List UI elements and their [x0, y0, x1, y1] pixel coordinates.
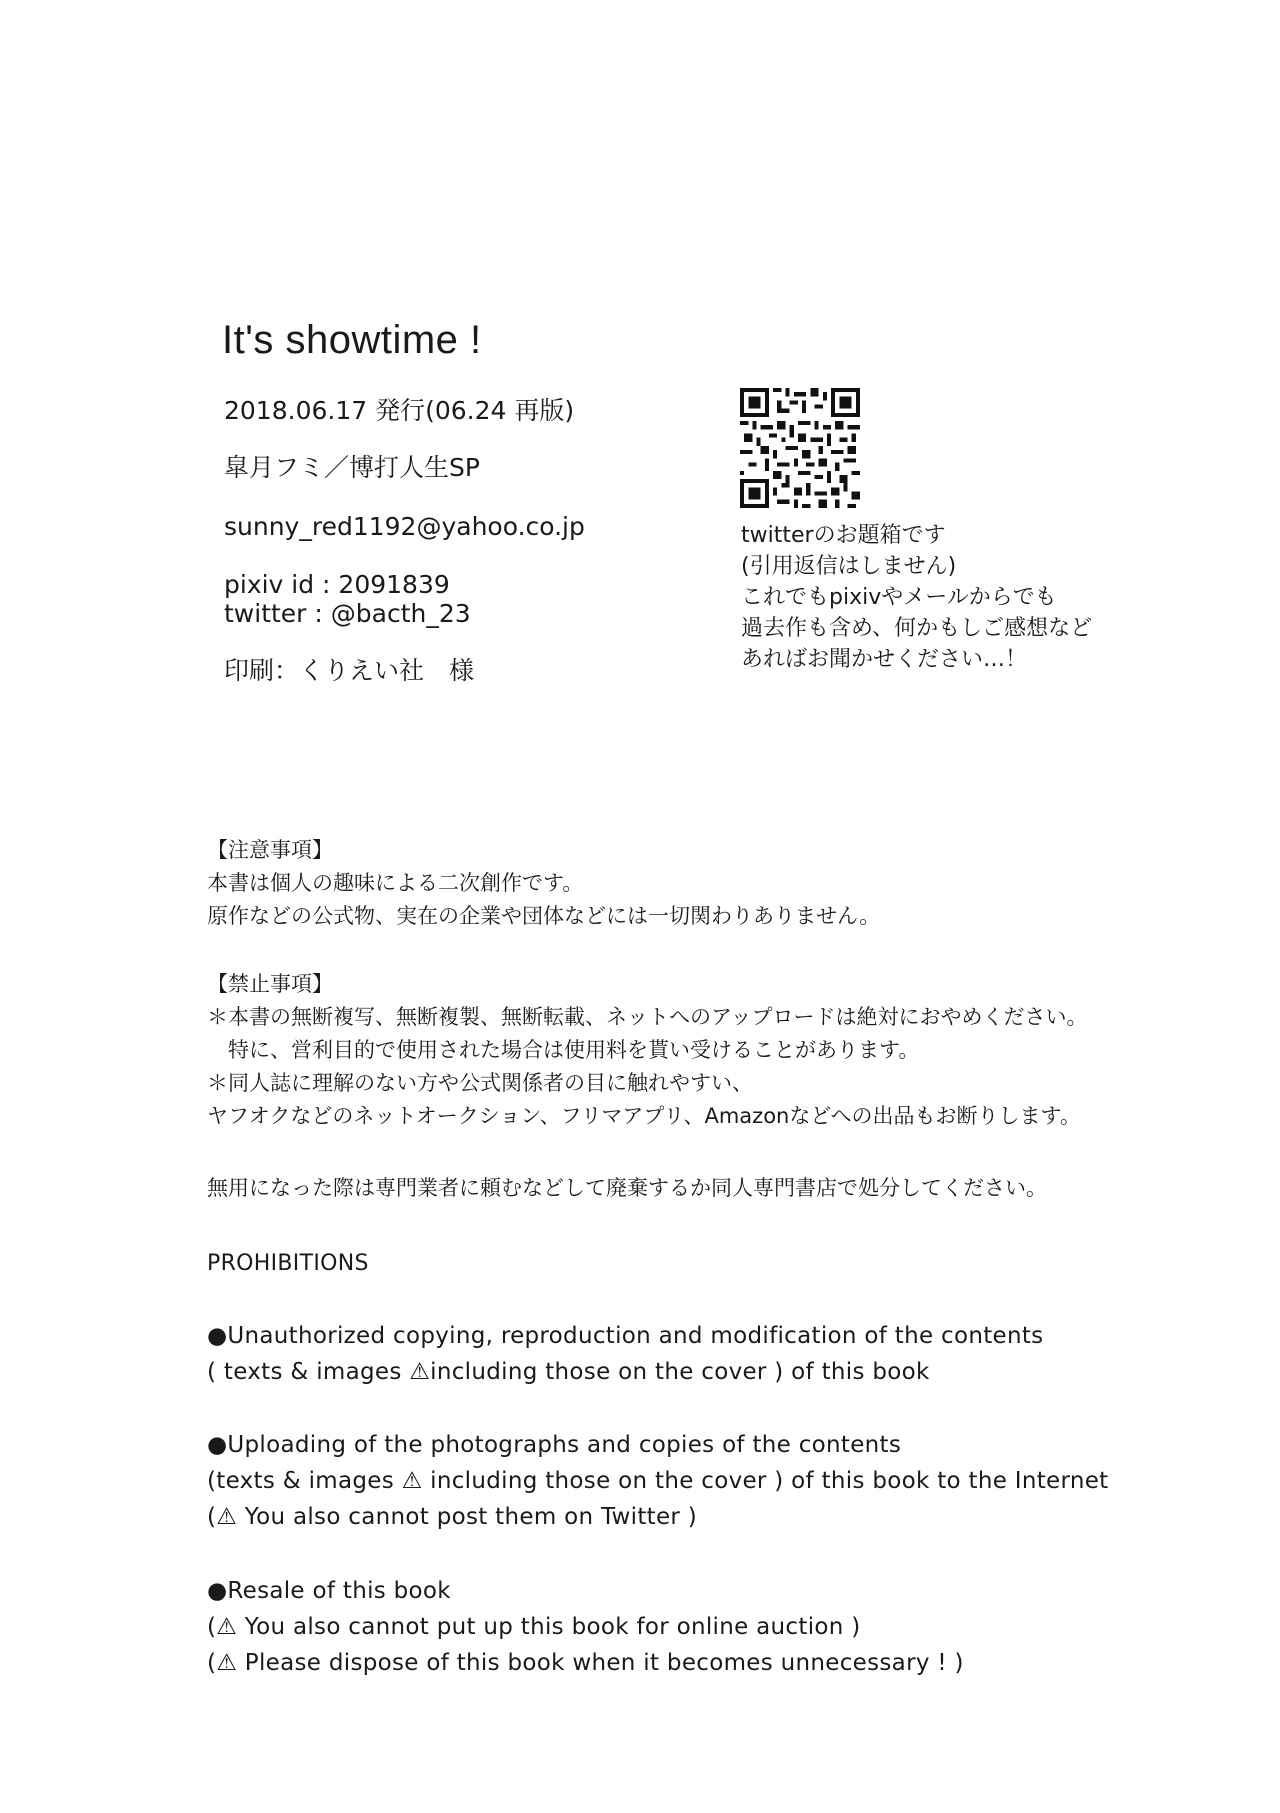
qr-caption-line: twitterのお題箱です: [741, 523, 946, 548]
notice-section: [207, 834, 880, 933]
book-title: It's showtime !: [222, 318, 482, 362]
prohibition-line: (texts & images ⚠ including those on the cover ) of this book to the Internet: [207, 1468, 1109, 1494]
prohibition-line: ●Uploading of the photographs and copies of the contents: [207, 1432, 902, 1458]
prohibited-section: [207, 968, 1088, 1133]
prohibition-line: (⚠ You also cannot post them on Twitter ): [207, 1504, 698, 1530]
prohibited-heading: 【禁止事項】: [207, 972, 333, 996]
prohibition-line: ●Unauthorized copying, reproduction and modification of the contents: [207, 1323, 1044, 1349]
notice-heading: 【注意事項】: [207, 838, 333, 862]
pixiv-id: pixiv id : 2091839: [224, 570, 450, 599]
disposal-note: 無用になった際は専門業者に頼むなどして廃棄するか同人専門書店で処分してください。: [207, 1176, 1047, 1200]
prohibition-line: ●Resale of this book: [207, 1578, 451, 1604]
printer-credit: 印刷：くりえい社 様: [224, 656, 475, 685]
english-heading: PROHIBITIONS: [207, 1251, 369, 1276]
author-circle: 皐月フミ／博打人生SP: [224, 453, 480, 482]
prohibition-line: (⚠ You also cannot put up this book for online auction ): [207, 1614, 861, 1640]
qr-caption-line: 過去作も含め、何かもしご感想など: [741, 616, 1093, 641]
publication-date: 2018.06.17 発行(06.24 再版): [224, 396, 575, 425]
prohibition-item-resale: [207, 1573, 964, 1681]
contact-email: sunny_red1192@yahoo.co.jp: [224, 512, 585, 541]
qr-code-icon: [740, 388, 860, 508]
qr-caption: [741, 520, 1092, 675]
qr-caption-line: (引用返信はしません): [741, 554, 957, 579]
prohibited-line: ＊同人誌に理解のない方や公式関係者の目に触れやすい、: [207, 1071, 753, 1095]
prohibited-line: 特に、営利目的で使用された場合は使用料を貰い受けることがあります。: [207, 1038, 920, 1062]
prohibition-line: ( texts & images ⚠including those on the cover ) of this book: [207, 1359, 930, 1385]
prohibition-line: (⚠ Please dispose of this book when it becomes unnecessary ! ): [207, 1650, 964, 1676]
prohibited-line: ヤフオクなどのネットオークション、フリマアプリ、Amazonなどへの出品もお断りします。: [207, 1104, 1081, 1128]
qr-caption-line: これでもpixivやメールからでも: [741, 585, 1057, 610]
prohibited-line: ＊本書の無断複写、無断複製、無断転載、ネットへのアップロードは絶対におやめください。: [207, 1005, 1088, 1029]
notice-line: 本書は個人の趣味による二次創作です。: [207, 871, 584, 895]
twitter-handle: twitter : @bacth_23: [224, 599, 471, 628]
prohibition-item-uploading: [207, 1427, 1109, 1535]
qr-caption-line: あればお聞かせください…！: [741, 647, 1028, 672]
notice-line: 原作などの公式物、実在の企業や団体などには一切関わりありません。: [207, 904, 881, 928]
prohibition-item-copying: [207, 1318, 1043, 1390]
